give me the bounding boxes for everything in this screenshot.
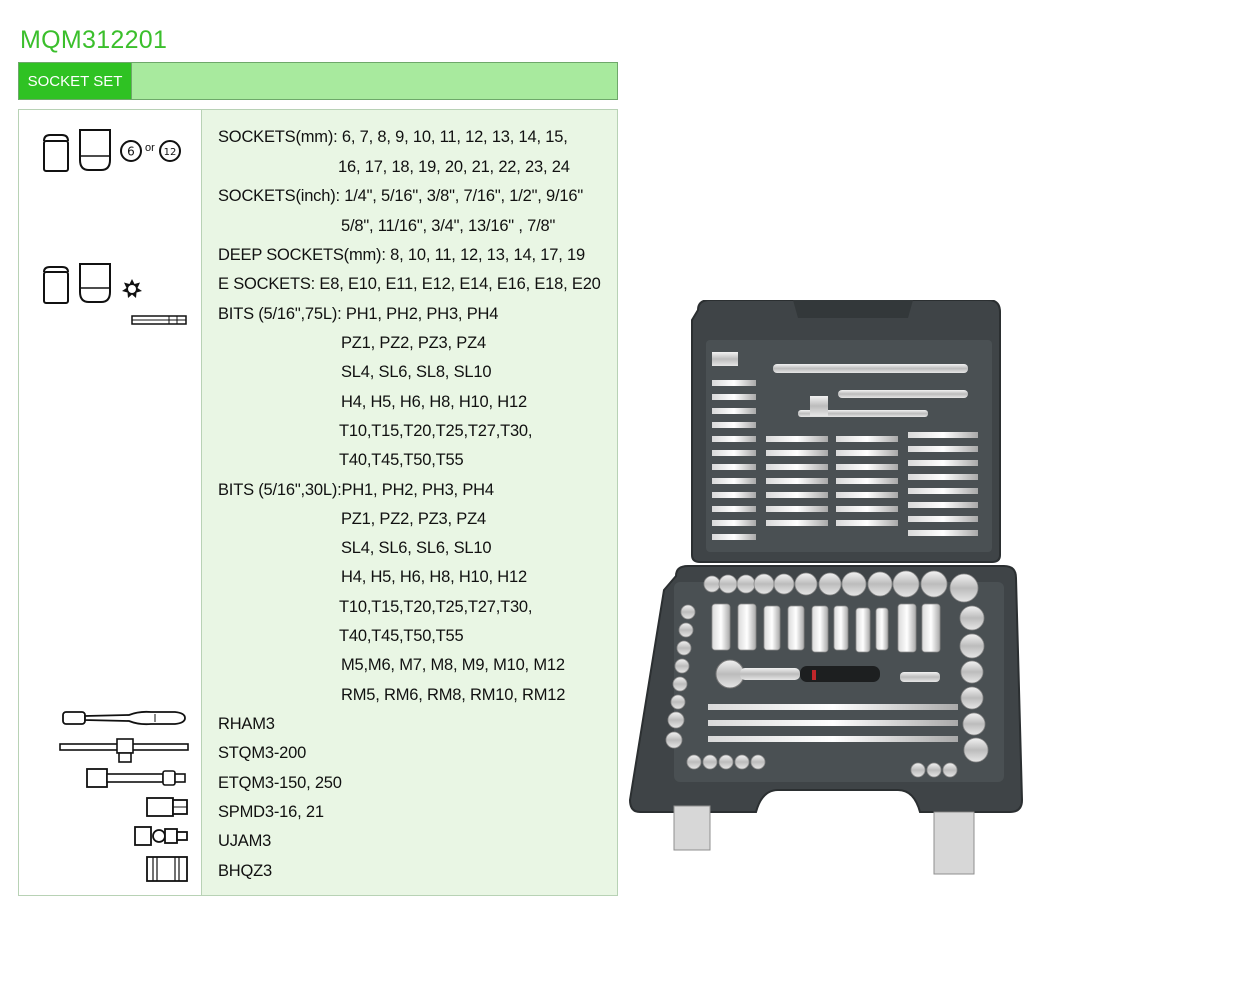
spec-line: BITS (5/16",75L): PH1, PH2, PH3, PH4 [218, 305, 499, 323]
bit-icon [131, 314, 187, 326]
short-socket-icon [41, 132, 71, 174]
spark-plug-socket-icon [145, 796, 189, 818]
spec-table [18, 109, 618, 896]
spec-line: SPMD3-16, 21 [218, 803, 324, 821]
spec-line: BITS (5/16",30L):PH1, PH2, PH3, PH4 [218, 481, 494, 499]
spec-line: BHQZ3 [218, 862, 273, 880]
spec-line: T10,T15,T20,T25,T27,T30, [339, 422, 533, 440]
spec-line: ETQM3-150, 250 [218, 774, 342, 792]
ratchet-handle-icon [59, 706, 187, 730]
spec-line: RHAM3 [218, 715, 275, 733]
section-label: SOCKET SET [19, 63, 132, 99]
twelve-label: 12 [163, 147, 177, 158]
spec-line: PZ1, PZ2, PZ3, PZ4 [341, 334, 486, 352]
case-base [630, 566, 1022, 874]
torx-e-socket-icon [121, 278, 143, 300]
socket-set-case-image [628, 300, 1028, 885]
spec-line: RM5, RM6, RM8, RM10, RM12 [341, 686, 566, 704]
spec-line: T40,T45,T50,T55 [339, 627, 464, 645]
spec-line: SL4, SL6, SL8, SL10 [341, 363, 492, 381]
universal-joint-icon [133, 824, 189, 848]
extension-bar-icon [85, 767, 189, 789]
spec-line: STQM3-200 [218, 744, 307, 762]
spec-line: E SOCKETS: E8, E10, E11, E12, E14, E16, E18, E20 [218, 275, 601, 293]
point-or-label: or [145, 142, 155, 154]
spec-line: SOCKETS(mm): 6, 7, 8, 9, 10, 11, 12, 13, 14, 15, [218, 128, 568, 146]
spec-line: H4, H5, H6, H8, H10, H12 [341, 568, 527, 586]
spec-line: T10,T15,T20,T25,T27,T30, [339, 598, 533, 616]
spec-line: T40,T45,T50,T55 [339, 451, 464, 469]
bit-holder-icon [145, 855, 191, 883]
deep-socket-icon [41, 264, 71, 306]
spec-line: H4, H5, H6, H8, H10, H12 [341, 393, 527, 411]
case-lid [692, 300, 1000, 562]
spec-line: SL4, SL6, SL6, SL10 [341, 539, 492, 557]
spec-line: DEEP SOCKETS(mm): 8, 10, 11, 12, 13, 14, 17, 19 [218, 246, 585, 264]
spec-line: PZ1, PZ2, PZ3, PZ4 [341, 510, 486, 528]
spec-line: 16, 17, 18, 19, 20, 21, 22, 23, 24 [338, 158, 570, 176]
spec-line: 5/8", 11/16", 3/4", 13/16" , 7/8" [341, 217, 556, 235]
text-column [202, 110, 617, 895]
6-point-badge-icon [119, 139, 143, 163]
icon-column [19, 110, 202, 895]
hex-socket-icon [77, 126, 113, 174]
model-code: MQM312201 [20, 26, 168, 54]
deep-hex-socket-icon [77, 260, 113, 306]
sliding-t-bar-icon [59, 736, 189, 764]
12-point-badge-icon [158, 139, 182, 163]
section-header-bar [18, 62, 618, 100]
spec-line: SOCKETS(inch): 1/4", 5/16", 3/8", 7/16", 1/2", 9/16" [218, 187, 584, 205]
spec-line: M5,M6, M7, M8, M9, M10, M12 [341, 656, 565, 674]
six-label: 6 [127, 144, 135, 159]
spec-line: UJAM3 [218, 832, 272, 850]
